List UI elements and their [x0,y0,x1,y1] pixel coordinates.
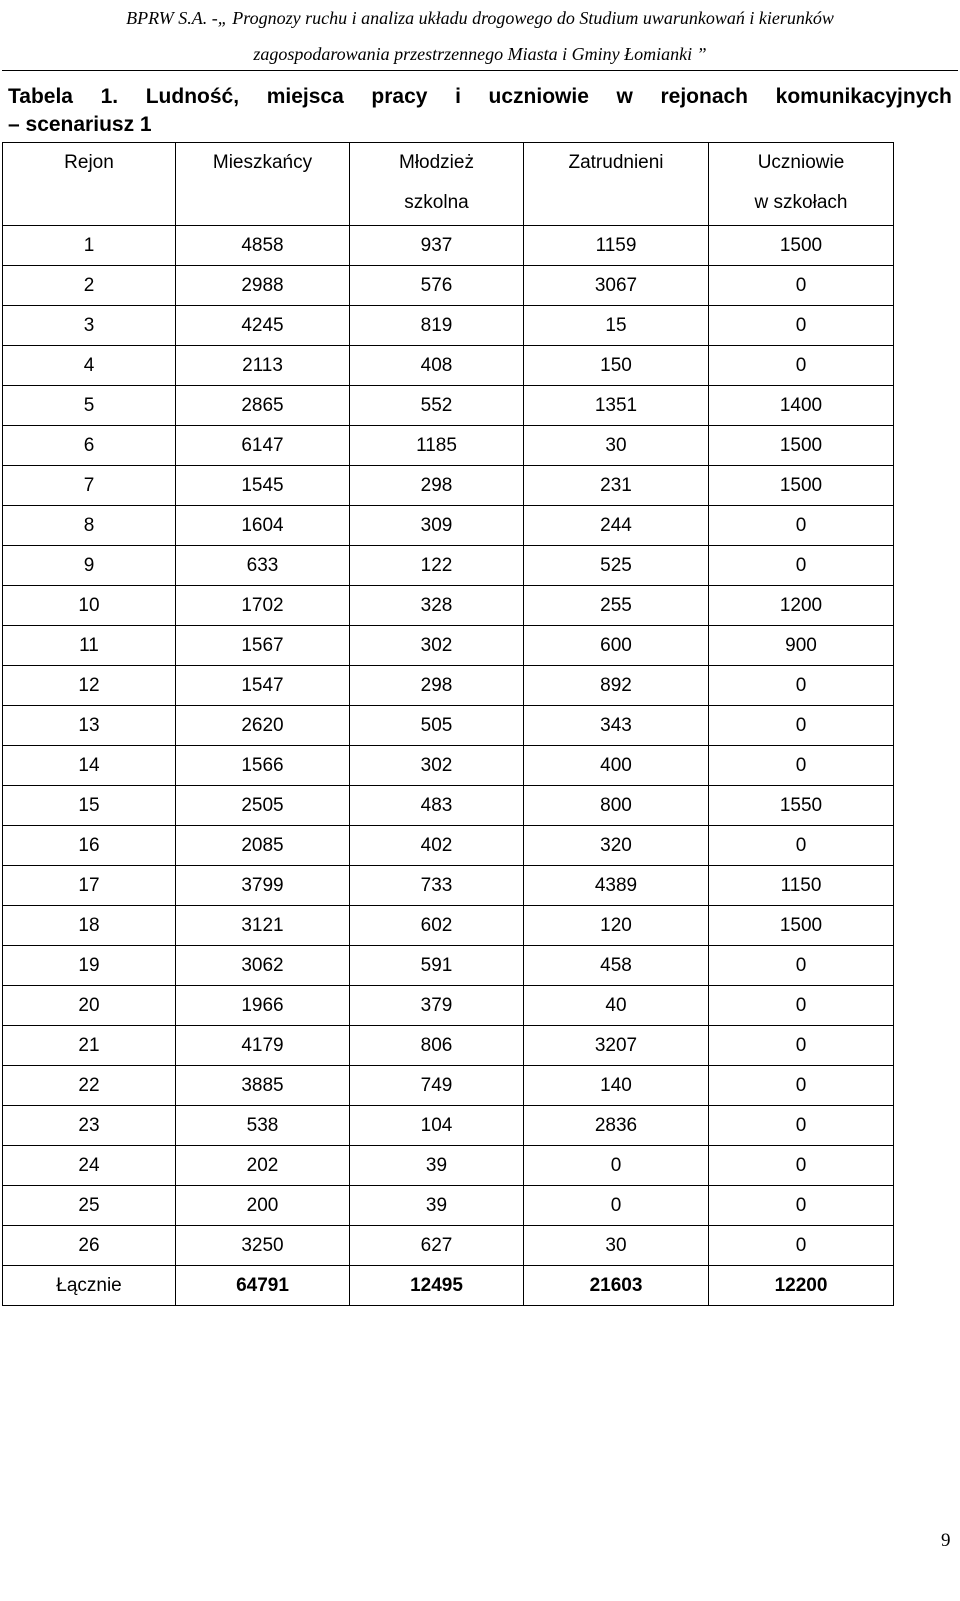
column-header [176,143,350,226]
table-cell: 458 [524,946,709,986]
table-cell: 2988 [176,266,350,306]
table-cell: 0 [709,986,894,1026]
table-cell: 140 [524,1066,709,1106]
column-header-line1: Mieszkańcy [212,152,313,173]
table-cell: 39 [350,1186,524,1226]
table-cell: 15 [524,306,709,346]
table-cell: 0 [709,666,894,706]
table-row [3,1146,894,1186]
table-row [3,1066,894,1106]
table-cell: 1545 [176,466,350,506]
table-row [3,1026,894,1066]
table-header-row [3,143,894,226]
running-header-line1: BPRW S.A. -„ Prognozy ruchu i analiza układu drogowego do Studium uwarunkowań i kierunków [126,8,834,28]
header-rule [2,70,958,71]
table-cell: 402 [350,826,524,866]
table-cell: 16 [3,826,176,866]
column-header-line1: Uczniowie [757,152,845,173]
table-cell: 328 [350,586,524,626]
table-cell: 2 [3,266,176,306]
table-cell: 255 [524,586,709,626]
total-cell: 64791 [176,1266,350,1306]
table-cell: 1566 [176,746,350,786]
table-row [3,506,894,546]
table-cell: 0 [709,1066,894,1106]
table-cell: 25 [3,1186,176,1226]
table-cell: 0 [709,1226,894,1266]
table-row [3,1106,894,1146]
table-cell: 806 [350,1026,524,1066]
table-cell: 40 [524,986,709,1026]
table-row [3,426,894,466]
table-cell: 1500 [709,906,894,946]
table-cell: 7 [3,466,176,506]
table-row [3,1186,894,1226]
caption-word: komunikacyjnych [775,85,952,108]
table-cell: 122 [350,546,524,586]
table-cell: 1702 [176,586,350,626]
table-cell: 4389 [524,866,709,906]
table-cell: 1185 [350,426,524,466]
table-cell: 1604 [176,506,350,546]
column-header [3,143,176,226]
table-cell: 0 [709,346,894,386]
caption-word: miejsca [266,85,344,108]
table-cell: 0 [524,1186,709,1226]
column-header-line2 [524,183,708,223]
table-cell: 120 [524,906,709,946]
caption-word: pracy [371,85,428,108]
table-cell: 3 [3,306,176,346]
column-header-line2 [3,183,175,223]
table-cell: 4 [3,346,176,386]
table-cell: 633 [176,546,350,586]
table-cell: 900 [709,626,894,666]
table-cell: 1 [3,226,176,266]
table-cell: 4858 [176,226,350,266]
column-header [524,143,709,226]
table-cell: 0 [709,546,894,586]
table-cell: 18 [3,906,176,946]
table-cell: 11 [3,626,176,666]
table-cell: 1500 [709,226,894,266]
total-cell: 12200 [709,1266,894,1306]
table-cell: 343 [524,706,709,746]
caption-word: uczniowie [488,85,589,108]
table-row [3,1226,894,1266]
table-cell: 0 [709,1026,894,1066]
table-cell: 30 [524,426,709,466]
table-cell: 8 [3,506,176,546]
table-cell: 298 [350,466,524,506]
column-header-line2 [176,183,349,223]
caption-word: rejonach [660,85,749,108]
table-row [3,386,894,426]
table-cell: 591 [350,946,524,986]
table-cell: 6 [3,426,176,466]
table-cell: 13 [3,706,176,746]
table-cell: 2620 [176,706,350,746]
table-row [3,586,894,626]
table-cell: 1550 [709,786,894,826]
table-cell: 26 [3,1226,176,1266]
table-cell: 937 [350,226,524,266]
table-cell: 14 [3,746,176,786]
table-cell: 408 [350,346,524,386]
table-cell: 0 [709,946,894,986]
total-cell: 12495 [350,1266,524,1306]
table-cell: 1500 [709,466,894,506]
table-cell: 2085 [176,826,350,866]
table-cell: 12 [3,666,176,706]
table-cell: 0 [709,826,894,866]
table-cell: 2836 [524,1106,709,1146]
table-cell: 3062 [176,946,350,986]
table-row [3,626,894,666]
table-cell: 1400 [709,386,894,426]
table-cell: 0 [709,1186,894,1226]
table-cell: 525 [524,546,709,586]
table-row [3,986,894,1026]
table-cell: 2865 [176,386,350,426]
table-cell: 1351 [524,386,709,426]
caption-word: w [616,85,633,108]
table-row [3,786,894,826]
table-cell: 3121 [176,906,350,946]
table-cell: 17 [3,866,176,906]
total-row [3,1266,894,1306]
table-cell: 6147 [176,426,350,466]
table-cell: 21 [3,1026,176,1066]
table-cell: 231 [524,466,709,506]
table-cell: 302 [350,746,524,786]
running-header [0,0,960,72]
table-cell: 0 [709,306,894,346]
table-cell: 4179 [176,1026,350,1066]
column-header-line1: Młodzież [399,152,474,173]
table-cell: 200 [176,1186,350,1226]
table-cell: 24 [3,1146,176,1186]
table-cell: 1547 [176,666,350,706]
table-cell: 202 [176,1146,350,1186]
table-cell: 20 [3,986,176,1026]
column-header-line1: Rejon [64,152,114,173]
table-cell: 3885 [176,1066,350,1106]
running-header-line2: zagospodarowania przestrzennego Miasta i Gminy Łomianki ” [253,44,707,64]
table-row [3,866,894,906]
table-cell: 505 [350,706,524,746]
table-cell: 150 [524,346,709,386]
table-row [3,306,894,346]
table-cell: 320 [524,826,709,866]
table-cell: 302 [350,626,524,666]
table-cell: 800 [524,786,709,826]
caption-word: i [455,85,461,108]
table-cell: 1500 [709,426,894,466]
table-cell: 39 [350,1146,524,1186]
table-cell: 627 [350,1226,524,1266]
column-header [709,143,894,226]
table-cell: 0 [709,506,894,546]
table-caption [8,83,952,139]
column-header-line2: w szkołach [754,192,848,213]
table-cell: 819 [350,306,524,346]
table-cell: 244 [524,506,709,546]
table-cell: 3067 [524,266,709,306]
table-cell: 4245 [176,306,350,346]
table-cell: 9 [3,546,176,586]
caption-line2: – scenariusz 1 [8,113,152,136]
table-row [3,546,894,586]
table-cell: 5 [3,386,176,426]
table-cell: 602 [350,906,524,946]
table-cell: 892 [524,666,709,706]
table-cell: 15 [3,786,176,826]
table-row [3,946,894,986]
table-cell: 309 [350,506,524,546]
table-cell: 733 [350,866,524,906]
table-cell: 600 [524,626,709,666]
caption-line1 [8,83,952,111]
table-row [3,466,894,506]
table-cell: 0 [709,746,894,786]
page-number: 9 [941,1530,951,1551]
table-cell: 0 [709,266,894,306]
table-cell: 0 [709,1106,894,1146]
column-header-line2: szkolna [404,192,469,213]
table-cell: 23 [3,1106,176,1146]
table-cell: 552 [350,386,524,426]
caption-word: Ludność, [145,85,240,108]
table-cell: 3207 [524,1026,709,1066]
table-row [3,906,894,946]
table-cell: 22 [3,1066,176,1106]
total-cell: 21603 [524,1266,709,1306]
population-table [2,142,894,1306]
table-cell: 1200 [709,586,894,626]
table-cell: 30 [524,1226,709,1266]
table-row [3,746,894,786]
caption-word: Tabela [8,85,73,108]
table-cell: 1966 [176,986,350,1026]
table-cell: 0 [524,1146,709,1186]
table-row [3,346,894,386]
table-cell: 2505 [176,786,350,826]
column-header [350,143,524,226]
table-cell: 3250 [176,1226,350,1266]
table-cell: 3799 [176,866,350,906]
table-cell: 1159 [524,226,709,266]
table-cell: 483 [350,786,524,826]
table-row [3,826,894,866]
table-cell: 749 [350,1066,524,1106]
table-cell: 0 [709,706,894,746]
table-cell: 19 [3,946,176,986]
table-row [3,706,894,746]
table-cell: 379 [350,986,524,1026]
table-cell: 2113 [176,346,350,386]
table-cell: 10 [3,586,176,626]
table-cell: 1567 [176,626,350,666]
table-cell: 298 [350,666,524,706]
table-cell: 104 [350,1106,524,1146]
table-cell: 400 [524,746,709,786]
table-row [3,226,894,266]
total-label: Łącznie [3,1266,176,1306]
table-row [3,666,894,706]
caption-word: 1. [100,85,119,108]
table-row [3,266,894,306]
table-cell: 538 [176,1106,350,1146]
table-cell: 1150 [709,866,894,906]
table-cell: 0 [709,1146,894,1186]
column-header-line1: Zatrudnieni [568,152,664,173]
table-cell: 576 [350,266,524,306]
